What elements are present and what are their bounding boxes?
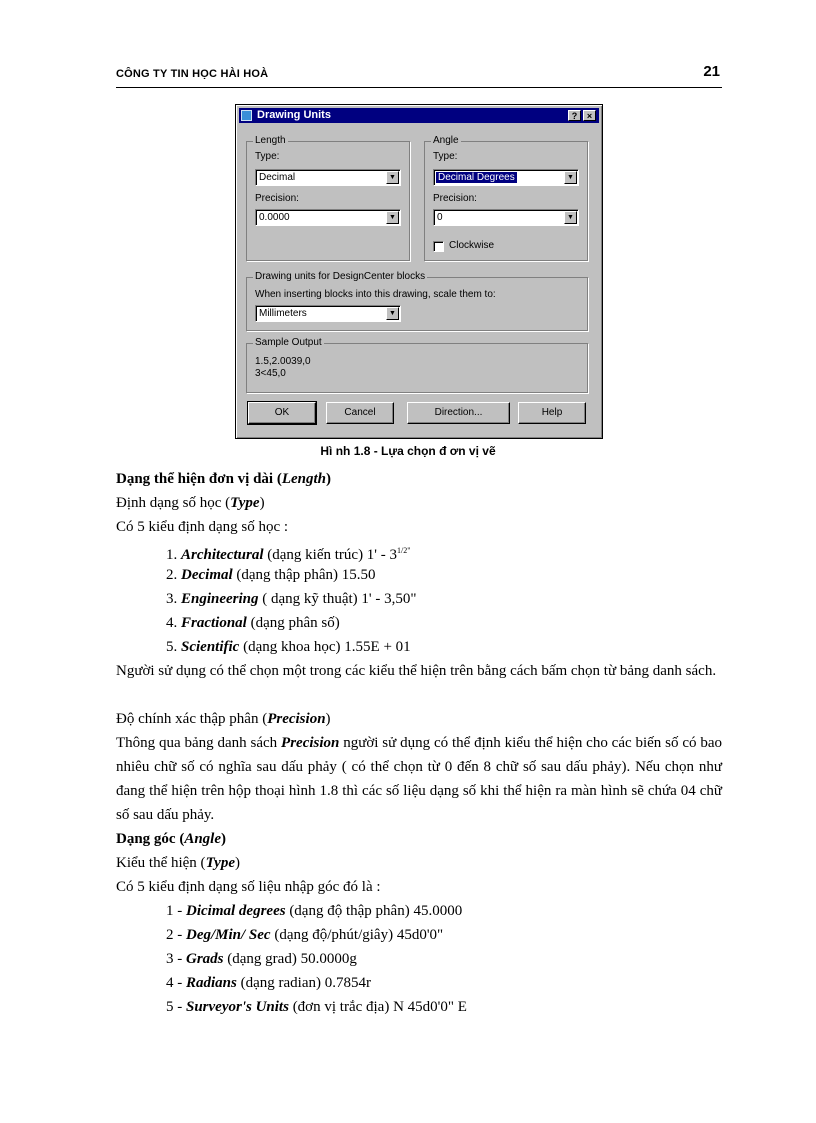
length-legend: Length [255,135,286,146]
angle-precision-label: Precision: [433,193,477,204]
list-item: 4. Fractional (dạng phân số) [166,615,340,631]
dropdown-arrow-icon[interactable]: ▼ [564,211,577,224]
close-button[interactable]: × [583,110,596,121]
heading-type: Định dạng số học (Type) [116,495,265,511]
list-item: 5 - Surveyor's Units (đơn vị trắc địa) N 45d0'0" E [166,999,467,1015]
dropdown-arrow-icon[interactable]: ▼ [386,171,399,184]
length-type-label: Type: [255,151,280,162]
help-button[interactable]: Help [518,402,586,424]
list-item: 3 - Grads (dạng grad) 50.0000g [166,951,357,967]
sample-output-line-2: 3<45,0 [255,368,286,379]
dropdown-arrow-icon[interactable]: ▼ [564,171,577,184]
list-item: 3. Engineering ( dạng kỹ thuật) 1' - 3,50" [166,591,417,607]
heading-angle: Dạng góc (Angle) [116,831,227,847]
length-precision-select[interactable] [255,209,401,226]
app-icon [241,110,252,121]
designcenter-instruction: When inserting blocks into this drawing, scale them to: [255,289,496,300]
angle-type-label: Type: [433,151,458,162]
length-type-select[interactable] [255,169,401,186]
dialog-titlebar [239,108,599,123]
list-item: 4 - Radians (dạng radian) 0.7854r [166,975,371,991]
length-precision-value: 0.0000 [259,212,290,223]
page-number: 21 [703,63,720,80]
drawing-units-dialog [235,104,603,439]
page-header [116,63,722,88]
direction-button[interactable]: Direction... [407,402,510,424]
sample-output-group [246,337,588,393]
paragraph-2: Thông qua bảng danh sách Precision người sử dụng có thể định kiểu thể hiện cho các biến số có bao nhiêu chữ số có nghĩa sau dấu phảy ( có thể chọn từ 0 đến 8 chữ số sau dấu phảy). Nếu chọn như đang thể hiện trên hộp thoại hình 1.8 thì các số liệu dạng số khi thể hiện ra màn hình sẽ chứa 04 chữ số sau dấu phảy. [116,735,722,823]
length-type-value: Decimal [259,172,296,183]
angle-legend: Angle [433,135,459,146]
ok-button[interactable]: OK [248,402,316,424]
clockwise-checkbox[interactable] [433,241,444,252]
dropdown-arrow-icon[interactable]: ▼ [386,211,399,224]
sample-output-line-1: 1.5,2.0039,0 [255,356,311,367]
designcenter-group [246,271,588,331]
heading-precision: Độ chính xác thập phân (Precision) [116,711,331,727]
heading-angle-type: Kiểu thể hiện (Type) [116,855,240,871]
length-precision-label: Precision: [255,193,299,204]
dialog-title: Drawing Units [257,109,331,121]
angle-intro: Có 5 kiểu định dạng số liệu nhập góc đó là : [116,879,381,895]
heading-length: Dạng thể hiện đơn vị dài (Length) [116,471,332,487]
list-item: 1. Architectural (dạng kiến trúc) $1' - 3^{1/2"}$ [166,546,411,563]
figure-caption: Hì nh 1.8 - Lựa chọn đ ơn vị vẽ [320,444,496,458]
dropdown-arrow-icon[interactable]: ▼ [386,307,399,320]
sample-output-legend: Sample Output [255,337,322,348]
designcenter-units-value: Millimeters [259,308,307,319]
angle-precision-select[interactable] [433,209,579,226]
list-item: 2 - Deg/Min/ Sec (dạng độ/phút/giây) 45d0'0" [166,927,444,943]
paragraph-1: Người sử dụng có thể chọn một trong các kiểu thể hiện trên bằng cách bấm chọn từ bảng danh sách. [116,663,717,679]
clockwise-label: Clockwise [449,240,495,251]
designcenter-legend: Drawing units for DesignCenter blocks [255,271,426,282]
cancel-button[interactable]: Cancel [326,402,394,424]
length-intro: Có 5 kiểu định dạng số học : [116,519,289,535]
length-group [246,135,410,261]
company-name: CÔNG TY TIN HỌC HÀI HOÀ [116,68,269,80]
angle-group [424,135,588,261]
list-item: 5. Scientific (dạng khoa học) 1.55E + 01 [166,639,411,655]
designcenter-units-select[interactable] [255,305,401,322]
angle-type-value: Decimal Degrees [438,172,515,183]
help-question-button[interactable]: ? [568,110,581,121]
list-item: 2. Decimal (dạng thập phân) 15.50 [166,567,376,583]
angle-type-select[interactable] [433,169,579,186]
list-item: 1 - Dicimal degrees (dạng độ thập phân) 45.0000 [166,903,463,919]
angle-precision-value: 0 [437,212,443,223]
